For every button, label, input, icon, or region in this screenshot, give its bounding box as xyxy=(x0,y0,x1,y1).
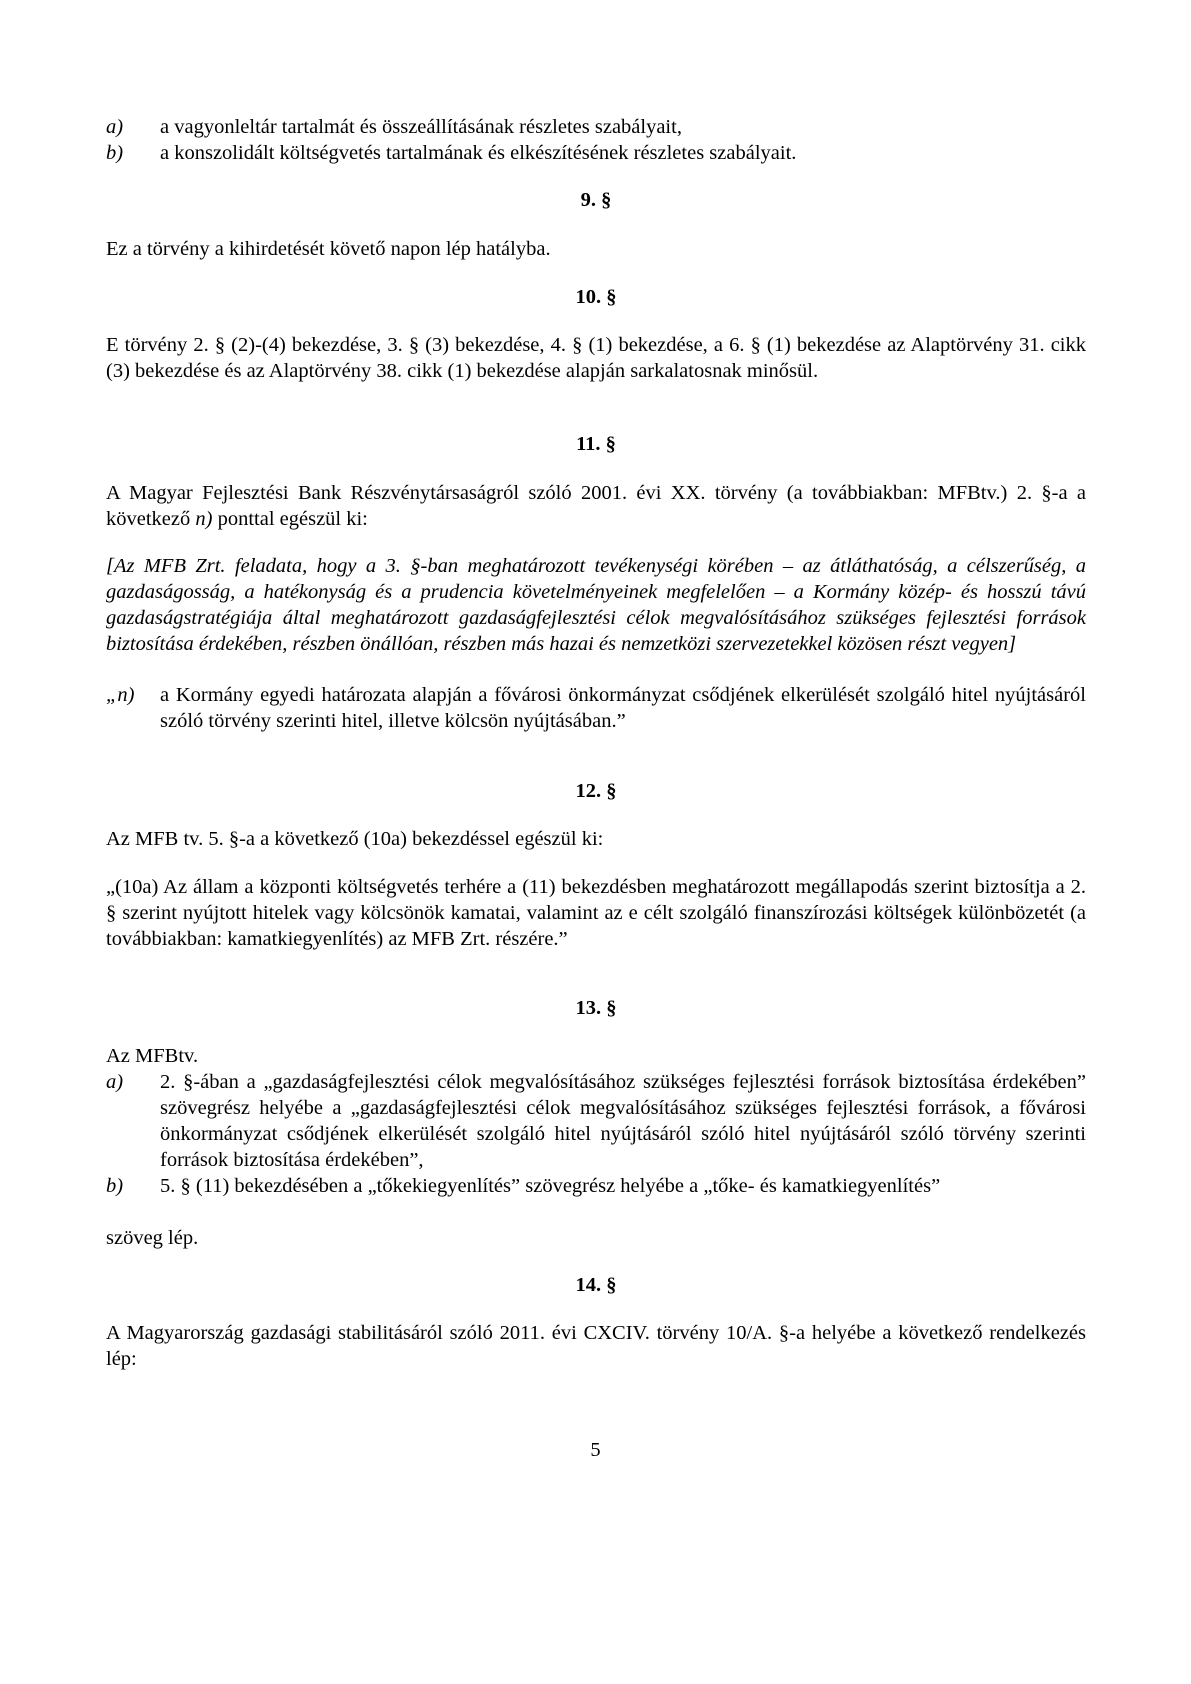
section-13-closing: szöveg lép. xyxy=(106,1227,199,1249)
section-13-intro: Az MFBtv. xyxy=(106,1045,199,1067)
section-13-item-a xyxy=(106,1069,1086,1173)
section-12-quote: „(10a) Az állam a központi költségvetés terhére a (11) bekezdésben meghatározott megállapodás szerint biztosítja a 2. § szerint nyújtott hitelek vagy kölcsönök kamatai, valamint az e célt szolgáló finanszírozási költségek különbözetét (a továbbiakban: kamatkiegyenlítés) az MFB Zrt. részére.” xyxy=(106,876,1086,950)
list-label: a) xyxy=(106,116,124,138)
list-text: a Kormány egyedi határozata alapján a fővárosi önkormányzat csődjének elkerülését szolgáló hitel nyújtásáról szóló törvény szerinti hitel, illetve kölcsön nyújtásában.” xyxy=(160,684,1086,732)
section-11-item-n xyxy=(106,682,1086,734)
section-11-bracket-text: [Az MFB Zrt. feladata, hogy a 3. §-ban meghatározott tevékenységi körében – az átláthatóság, a célszerűség, a gazdaságosság, a hatékonyság és a prudencia követelményeinek megfelelően – a Kormány közép- és hosszú távú gazdaságstratégiája által meghatározott gazdaságfejlesztési célok megvalósításához szükséges fejlesztési források biztosítása érdekében, részben önállóan, részben más hazai és nemzetközi szervezetekkel közösen részt vegyen] xyxy=(106,555,1086,655)
list-text: 5. § (11) bekezdésében a „tőkekiegyenlítés” szövegrész helyébe a „tőke- és kamatkiegyenlítés” xyxy=(160,1175,941,1197)
section-12-text: Az MFB tv. 5. §-a a következő (10a) bekezdéssel egészül ki: xyxy=(106,828,604,850)
point-reference: n) xyxy=(195,508,213,530)
section-heading-14: 14. § xyxy=(575,1274,617,1296)
list-label: b) xyxy=(106,1175,124,1197)
section-heading-11: 11. § xyxy=(576,433,616,455)
list-text: a vagyonleltár tartalmát és összeállításának részletes szabályait, xyxy=(160,116,682,138)
section-heading-12: 12. § xyxy=(575,780,617,802)
list-label: „n) xyxy=(106,684,135,706)
section-heading-13: 13. § xyxy=(575,997,617,1019)
list-label: b) xyxy=(106,142,124,164)
section-13-item-b xyxy=(106,1173,1086,1199)
section-11-text xyxy=(106,480,1086,532)
section-10-text: E törvény 2. § (2)-(4) bekezdése, 3. § (3) bekezdése, 4. § (1) bekezdése, a 6. § (1) bekezdése az Alaptörvény 31. cikk (3) bekezdése és az Alaptörvény 38. cikk (1) bekezdése alapján sarkalatosnak minősül. xyxy=(106,334,1086,382)
list-text: a konszolidált költségvetés tartalmának és elkészítésének részletes szabályait. xyxy=(160,142,797,164)
section-heading-9: 9. § xyxy=(580,189,612,211)
section-14-text: A Magyarország gazdasági stabilitásáról szóló 2011. évi CXCIV. törvény 10/A. §-a helyébe a következő rendelkezés lép: xyxy=(106,1322,1086,1370)
section-heading-10: 10. § xyxy=(575,286,617,308)
intro-list-item-a xyxy=(106,114,1086,140)
text-part: ponttal egészül ki: xyxy=(212,508,368,530)
text-part: A Magyar Fejlesztési Bank Részvénytársaságról szóló 2001. évi XX. törvény (a továbbiakban: MFBtv.) 2. §-a a következő xyxy=(106,482,1086,530)
intro-list-item-b xyxy=(106,140,1086,166)
section-9-text: Ez a törvény a kihirdetését követő napon lép hatályba. xyxy=(106,238,551,260)
list-text: 2. §-ában a „gazdaságfejlesztési célok megvalósításához szükséges fejlesztési források biztosítása érdekében” szövegrész helyébe a „gazdaságfejlesztési célok megvalósításához szükséges fejlesztési források, a fővárosi önkormányzat csődjének elkerülését szolgáló hitel nyújtásáról szóló hitel nyújtásáról szóló törvény szerinti források biztosítása érdekében”, xyxy=(160,1071,1086,1171)
page-number: 5 xyxy=(590,1439,601,1461)
list-label: a) xyxy=(106,1071,124,1093)
